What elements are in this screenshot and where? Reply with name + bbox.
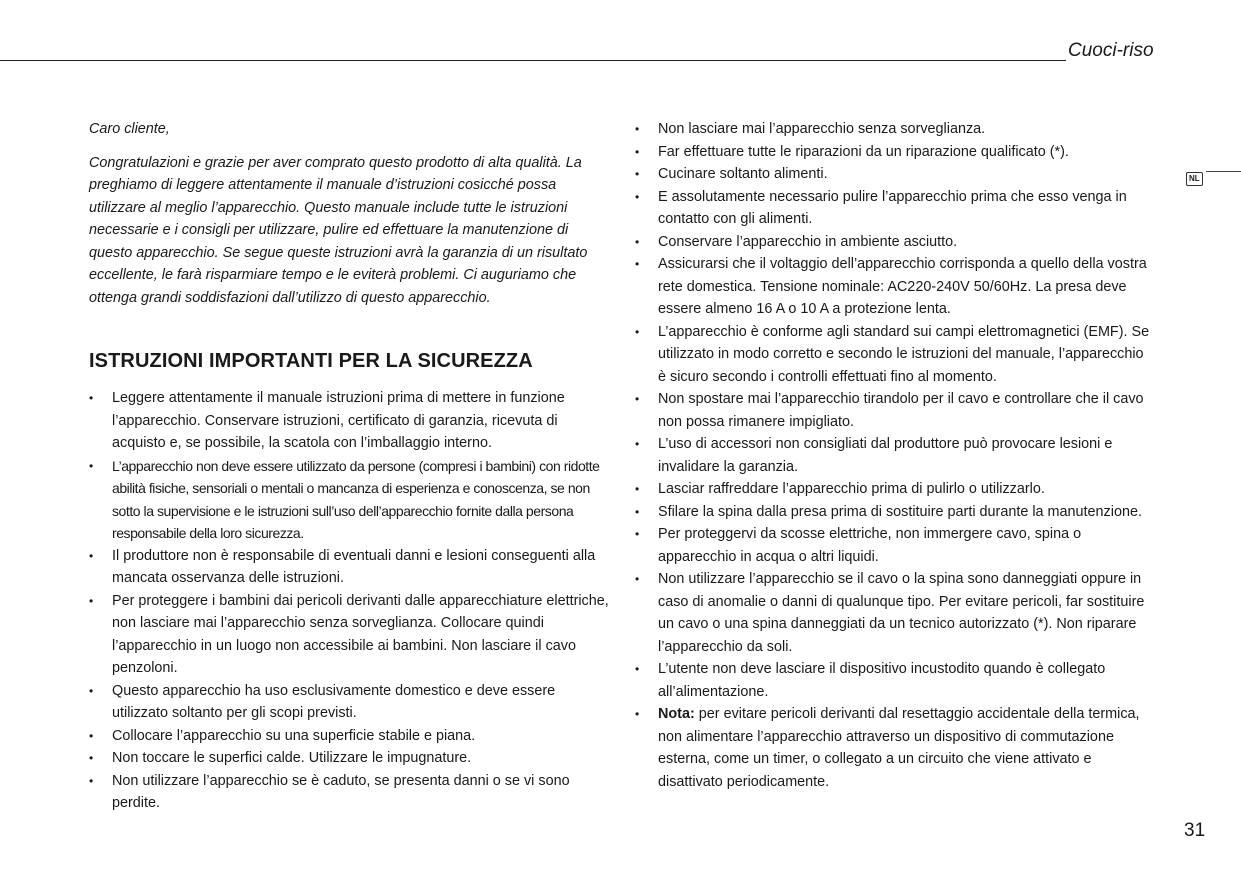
list-item: • Non lasciare mai l’apparecchio senza sorveglianza. [635,118,1155,141]
list-item: • L’apparecchio è conforme agli standard sui campi elettromagnetici (EMF). Se utilizzato in modo corretto e secondo le istruzioni del manuale, l’apparecchio è sicuro secondo i controlli effettuati fino al momento. [635,321,1155,389]
nota-text: per evitare pericoli derivanti dal resettaggio accidentale della termica, non alimentare l’apparecchio attraverso un dispositivo di commutazione esterna, come un timer, o collegato a un circuito che viene attivato e disattivato periodicamente. [658,706,1140,790]
left-column [89,118,609,815]
list-item: • L’uso di accessori non consigliati dal produttore può provocare lesioni e invalidare la garanzia. [635,433,1155,478]
page-number: 31 [1184,820,1206,841]
intro-paragraph: Congratulazioni e grazie per aver comprato questo prodotto di alta qualità. La preghiamo di leggere attentamente il manuale d’istruzioni cosicché possa utilizzare al meglio l’apparecchio. Questo manuale include tutte le istruzioni necessarie e i consigli per utilizzare, pulire ed effettuare la manutenzione di questo apparecchio. Se segue queste istruzioni avrà la garanzia di un risultato eccellente, le farà risparmiare tempo e le eviterà problemi. Ci auguriamo che ottenga grandi soddisfazioni dall’utilizzo di questo apparecchio. [89,154,588,306]
list-item: • Leggere attentamente il manuale istruzioni prima di mettere in funzione l’apparecchio. Conservare istruzioni, certificato di garanzia, ricevuta di acquisto e, se possibile, la scatola con l’imballaggio interno. [89,387,609,455]
list-item: • Non toccare le superfici calde. Utilizzare le impugnature. [89,747,609,770]
nota-label: Nota: [658,706,695,722]
intro-greeting: Caro cliente, [89,121,170,137]
section-title: ISTRUZIONI IMPORTANTI PER LA SICUREZZA [89,350,533,372]
list-item: • Assicurarsi che il voltaggio dell’apparecchio corrisponda a quello della vostra rete domestica. Tensione nominale: AC220-240V 50/60Hz. La presa deve essere almeno 16 A o 10 A a protezione lenta. [635,253,1155,321]
list-item: • E assolutamente necessario pulire l’apparecchio prima che esso venga in contatto con gli alimenti. [635,186,1155,231]
language-tab-rule [1206,171,1241,172]
list-item: • Non utilizzare l’apparecchio se è caduto, se presenta danni o se vi sono perdite. [89,770,609,815]
list-item: • L’utente non deve lasciare il dispositivo incustodito quando è collegato all’alimentazione. [635,658,1155,703]
header-rule [0,60,1066,61]
list-item: • Lasciar raffreddare l’apparecchio prima di pulirlo o utilizzarlo. [635,478,1155,501]
intro [89,118,609,309]
language-tab: NL [1186,172,1203,186]
right-column [635,118,1155,793]
list-item: • Questo apparecchio ha uso esclusivamente domestico e deve essere utilizzato soltanto per gli scopi previsti. [89,680,609,725]
list-item: • Non utilizzare l’apparecchio se il cavo o la spina sono danneggiati oppure in caso di anomalie o danni di qualunque tipo. Per evitare pericoli, far sostituire un cavo o una spina danneggiati da un tecnico autorizzato (*). Non riparare l’apparecchio da soli. [635,568,1155,658]
safety-list-left [89,387,609,815]
list-item: • Il produttore non è responsabile di eventuali danni e lesioni conseguenti alla mancata osservanza delle istruzioni. [89,545,609,590]
list-item: • Cucinare soltanto alimenti. [635,163,1155,186]
list-item: • L’apparecchio non deve essere utilizzato da persone (compresi i bambini) con ridotte abilità fisiche, sensoriali o mentali o mancanza di esperienza e conoscenza, se non sotto la supervisione e le istruzioni sull’uso dell’apparecchio fornite dalla persona responsabile della loro sicurezza. [89,455,609,545]
list-item: • Sfilare la spina dalla presa prima di sostituire parti durante la manutenzione. [635,501,1155,524]
list-item: • Per proteggere i bambini dai pericoli derivanti dalle apparecchiature elettriche, non lasciare mai l’apparecchio senza sorveglianza. Collocare quindi l’apparecchio in un luogo non accessibile ai bambini. Non lasciare il cavo penzoloni. [89,590,609,680]
header-title: Cuoci-riso [1068,40,1154,61]
list-item: • Collocare l’apparecchio su una superficie stabile e piana. [89,725,609,748]
list-item: • Conservare l’apparecchio in ambiente asciutto. [635,231,1155,254]
safety-list-right [635,118,1155,793]
list-item: • Non spostare mai l’apparecchio tirandolo per il cavo e controllare che il cavo non possa rimanere impigliato. [635,388,1155,433]
nota-item [635,703,1155,793]
list-item: • Per proteggervi da scosse elettriche, non immergere cavo, spina o apparecchio in acqua o altri liquidi. [635,523,1155,568]
list-item: • Far effettuare tutte le riparazioni da un riparazione qualificato (*). [635,141,1155,164]
